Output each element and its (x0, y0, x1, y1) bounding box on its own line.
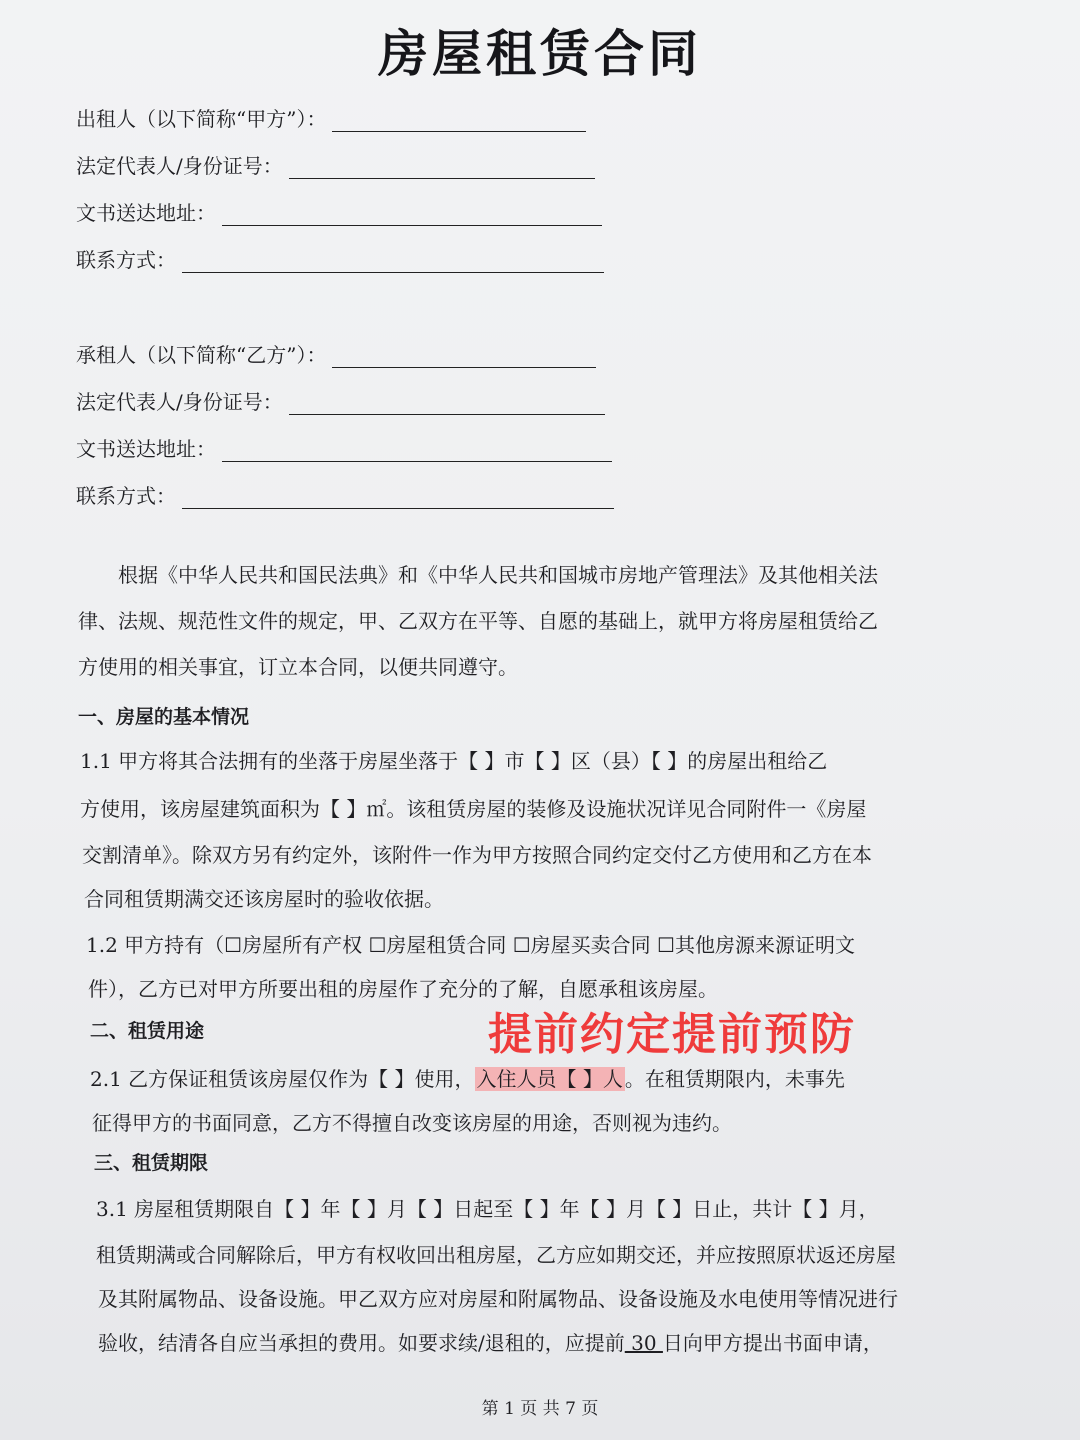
lessee-address-label: 文书送达地址： (76, 437, 216, 461)
section-1-heading: 一、房屋的基本情况 (78, 706, 250, 728)
section-3-heading: 三、租赁期限 (94, 1152, 209, 1174)
lessor-rep-label: 法定代表人/身份证号： (76, 154, 283, 178)
section-2-heading: 二、租赁用途 (90, 1020, 205, 1042)
lessor-rep-field (76, 147, 595, 179)
highlight-occupants: 入住人员【 】人 (476, 1067, 623, 1091)
preamble-line-3: 方使用的相关事宜，订立本合同，以便共同遵守。 (78, 655, 518, 679)
lessee-name-blank (332, 347, 596, 368)
lessee-rep-field (76, 383, 605, 415)
lessor-contact-field (76, 241, 604, 273)
lessor-name-label: 出租人（以下简称“甲方”）： (76, 107, 327, 131)
preamble-line-1: 根据《中华人民共和国民法典》和《中华人民共和国城市房地产管理法》及其他相关法 (118, 563, 878, 587)
lessee-address-field (76, 430, 612, 462)
clause-1-1-line-3: 交割清单》。除双方另有约定外，该附件一作为甲方按照合同约定交付乙方使用和乙方在本 (82, 843, 872, 867)
lessee-rep-label: 法定代表人/身份证号： (76, 390, 283, 414)
lessor-contact-blank (182, 252, 604, 273)
clause-3-1-text-a: 验收，结清各自应当承担的费用。如要求续/退租的，应提前 (98, 1331, 625, 1355)
lessor-name-field (76, 100, 586, 132)
page-title: 房屋租赁合同 (378, 25, 702, 83)
clause-3-1-line-3: 及其附属物品、设备设施。甲乙双方应对房屋和附属物品、设备设施及水电使用等情况进行 (98, 1287, 898, 1311)
annotation-banner: 提前约定提前预防 (488, 1009, 856, 1060)
notice-days-value: 30 (624, 1331, 663, 1355)
lessor-address-blank (222, 205, 602, 226)
clause-3-1-line-1: 3.1 房屋租赁期限自【 】年【 】月【 】日起至【 】年【 】月【 】日止，共计【 】月， (96, 1197, 879, 1221)
lessor-contact-label: 联系方式： (76, 248, 176, 272)
lessee-address-blank (222, 441, 612, 462)
clause-1-1-line-1: 1.1 甲方将其合法拥有的坐落于房屋坐落于【 】市【 】区（县）【 】的房屋出租给乙 (80, 749, 828, 773)
lessee-name-label: 承租人（以下简称“乙方”）： (76, 343, 327, 367)
clause-1-2-line-2: 件），乙方已对甲方所要出租的房屋作了充分的了解，自愿承租该房屋。 (88, 977, 718, 1001)
clause-2-1-text-b: 。在租赁期限内，未事先 (624, 1067, 845, 1091)
page-footer: 第 1 页 共 7 页 (481, 1399, 599, 1419)
clause-2-1-line-1 (90, 1056, 845, 1102)
clause-2-1-line-2: 征得甲方的书面同意，乙方不得擅自改变该房屋的用途，否则视为违约。 (92, 1111, 732, 1135)
preamble-line-2: 律、法规、规范性文件的规定，甲、乙双方在平等、自愿的基础上，就甲方将房屋租赁给乙 (78, 609, 878, 633)
clause-3-1-text-b: 日向甲方提出书面申请， (662, 1331, 883, 1355)
clause-3-1-line-4 (98, 1320, 883, 1366)
clause-1-1-line-4: 合同租赁期满交还该房屋时的验收依据。 (84, 887, 444, 911)
lessor-rep-blank (289, 158, 595, 179)
lessor-address-label: 文书送达地址： (76, 201, 216, 225)
lessee-contact-field (76, 477, 614, 509)
lessee-contact-blank (182, 488, 614, 509)
lessor-address-field (76, 194, 602, 226)
clause-1-2-line-1: 1.2 甲方持有（☐房屋所有产权 ☐房屋租赁合同 ☐房屋买卖合同 ☐其他房源来源证明文 (86, 933, 855, 957)
lessee-contact-label: 联系方式： (76, 484, 176, 508)
lessor-name-blank (332, 111, 586, 132)
lessee-rep-blank (289, 394, 605, 415)
lessee-name-field (76, 336, 596, 368)
clause-3-1-line-2: 租赁期满或合同解除后，甲方有权收回出租房屋，乙方应如期交还，并应按照原状返还房屋 (96, 1243, 896, 1267)
clause-2-1-text-a: 2.1 乙方保证租赁该房屋仅作为【 】使用， (90, 1067, 475, 1091)
clause-1-1-line-2: 方使用，该房屋建筑面积为【 】㎡。该租赁房屋的装修及设施状况详见合同附件一《房屋 (80, 797, 867, 821)
